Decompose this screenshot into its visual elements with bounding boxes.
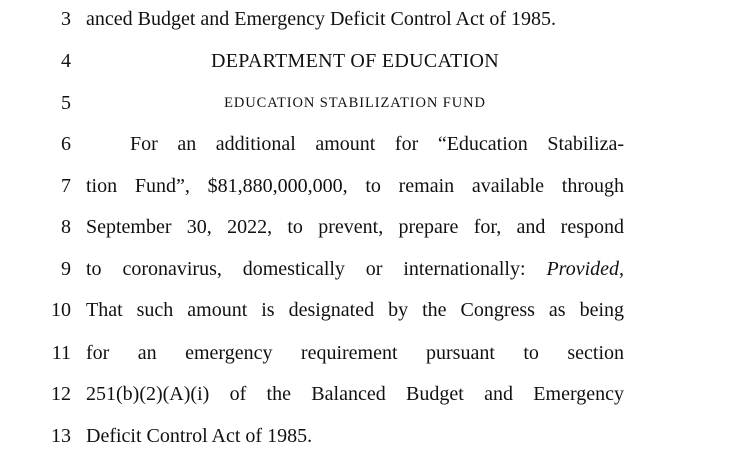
line-4 [0, 46, 733, 76]
line-text: 251(b)(2)(A)(i) of the Balanced Budget and Emergency [86, 383, 624, 405]
line-number: 9 [61, 258, 71, 280]
line-number: 6 [61, 133, 71, 155]
line-number: 11 [51, 342, 71, 364]
line-text: Deficit Control Act of 1985. [86, 425, 313, 447]
line-text: tion Fund”, $81,880,000,000, to remain available through [86, 175, 624, 197]
line-text: September 30, 2022, to prevent, prepare for, and respond [86, 216, 624, 238]
line-number: 8 [61, 216, 71, 238]
line-number: 4 [61, 50, 71, 72]
line-text: That such amount is designated by the Congress as being [86, 299, 624, 321]
line-13 [0, 421, 733, 451]
line-9 [0, 254, 733, 284]
line-8 [0, 212, 733, 242]
line-number: 13 [51, 425, 71, 447]
line-text: for an emergency requirement pursuant to section [86, 342, 624, 364]
line-number: 3 [61, 8, 71, 30]
line-number: 10 [51, 299, 71, 321]
line-number: 12 [51, 383, 71, 405]
line-11 [0, 338, 733, 368]
line-10 [0, 295, 733, 325]
line-text [86, 254, 624, 284]
line-text: anced Budget and Emergency Deficit Control Act of 1985. [86, 8, 557, 30]
line-7 [0, 171, 733, 201]
line-text-roman: to coronavirus, domestically or internationally: [86, 258, 526, 280]
line-5 [0, 88, 733, 118]
line-3 [0, 4, 733, 34]
line-number: 5 [61, 92, 71, 114]
department-heading: DEPARTMENT OF EDUCATION [211, 50, 499, 72]
fund-heading: EDUCATION STABILIZATION FUND [224, 95, 486, 111]
provided-italic: Provided, [546, 258, 625, 280]
line-text: For an additional amount for “Education Stabiliza- [130, 133, 624, 155]
line-number: 7 [61, 175, 71, 197]
line-6 [0, 129, 733, 159]
line-12 [0, 379, 733, 409]
